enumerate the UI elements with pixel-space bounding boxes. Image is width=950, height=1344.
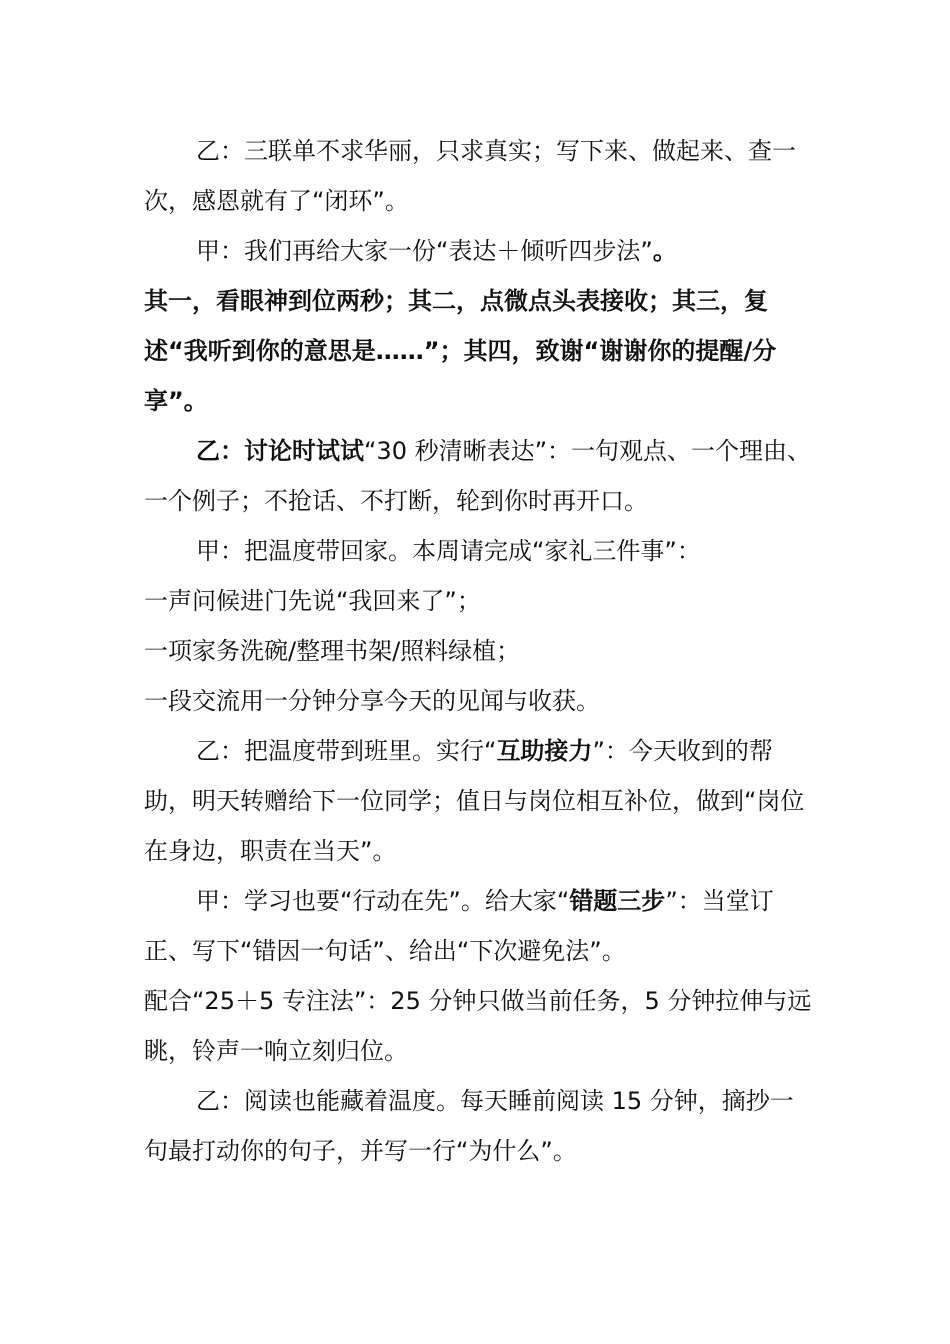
paragraph-text: 甲：我们再给大家一份“表达＋倾听四步法” [196, 237, 653, 265]
paragraph-text: 乙：把温度带到班里。实行“ [196, 737, 497, 765]
paragraph-text: 甲：学习也要“行动在先”。给大家“ [196, 887, 570, 915]
paragraph-text: ”：今天收到的帮助，明天转赠给下一位同学；值日与岗位相互补位，做到“岗位在身边，职责在当天”。 [144, 737, 805, 865]
list-item-chores [144, 626, 812, 676]
paragraph-text: 其一，看眼神到位两秒；其二，点微点头表接收；其三，复述“我听到你的意思是……”；其四，致谢“谢谢你的提醒/分享”。 [144, 287, 777, 415]
paragraph-text: “30 秒清晰表达”：一句观点、一个理由、一个例子；不抢话、不打断，轮到你时再开口。 [144, 437, 812, 515]
paragraph-yi-receipt [144, 126, 812, 226]
bold-lead: 乙：讨论时试试 [196, 437, 364, 465]
paragraph-text: 配合“25＋5 专注法”：25 分钟只做当前任务，5 分钟拉伸与远眺，铃声一响立刻归位。 [144, 987, 812, 1065]
document-body [144, 126, 812, 1176]
list-item-sharing [144, 676, 812, 726]
paragraph-yi-reading [144, 1076, 812, 1176]
bold-period: 。 [652, 237, 677, 265]
paragraph-text: ”：当堂订正、写下“错因一句话”、给出“下次避免法”。 [144, 887, 774, 965]
paragraph-focus-method [144, 976, 812, 1076]
paragraph-text: 一声问候进门先说“我回来了”； [144, 587, 481, 615]
paragraph-jia-four-steps [144, 226, 812, 276]
list-item-greeting [144, 576, 812, 626]
paragraph-jia-home [144, 526, 812, 576]
paragraph-yi-class [144, 726, 812, 876]
paragraph-text: 一段交流用一分钟分享今天的见闻与收获。 [144, 687, 600, 715]
bold-term: 互助接力 [496, 737, 593, 765]
paragraph-jia-study [144, 876, 812, 976]
paragraph-text: 乙：阅读也能藏着温度。每天睡前阅读 15 分钟，摘抄一句最打动你的句子，并写一行“为什么”。 [144, 1087, 794, 1165]
paragraph-text: 乙：三联单不求华丽，只求真实；写下来、做起来、查一次，感恩就有了“闭环”。 [144, 137, 796, 215]
paragraph-four-steps-detail [144, 276, 812, 426]
paragraph-yi-30-seconds [144, 426, 812, 526]
paragraph-text: 一项家务洗碗/整理书架/照料绿植； [144, 637, 521, 665]
bold-term: 错题三步 [569, 887, 666, 915]
paragraph-text: 甲：把温度带回家。本周请完成“家礼三件事”： [196, 537, 701, 565]
